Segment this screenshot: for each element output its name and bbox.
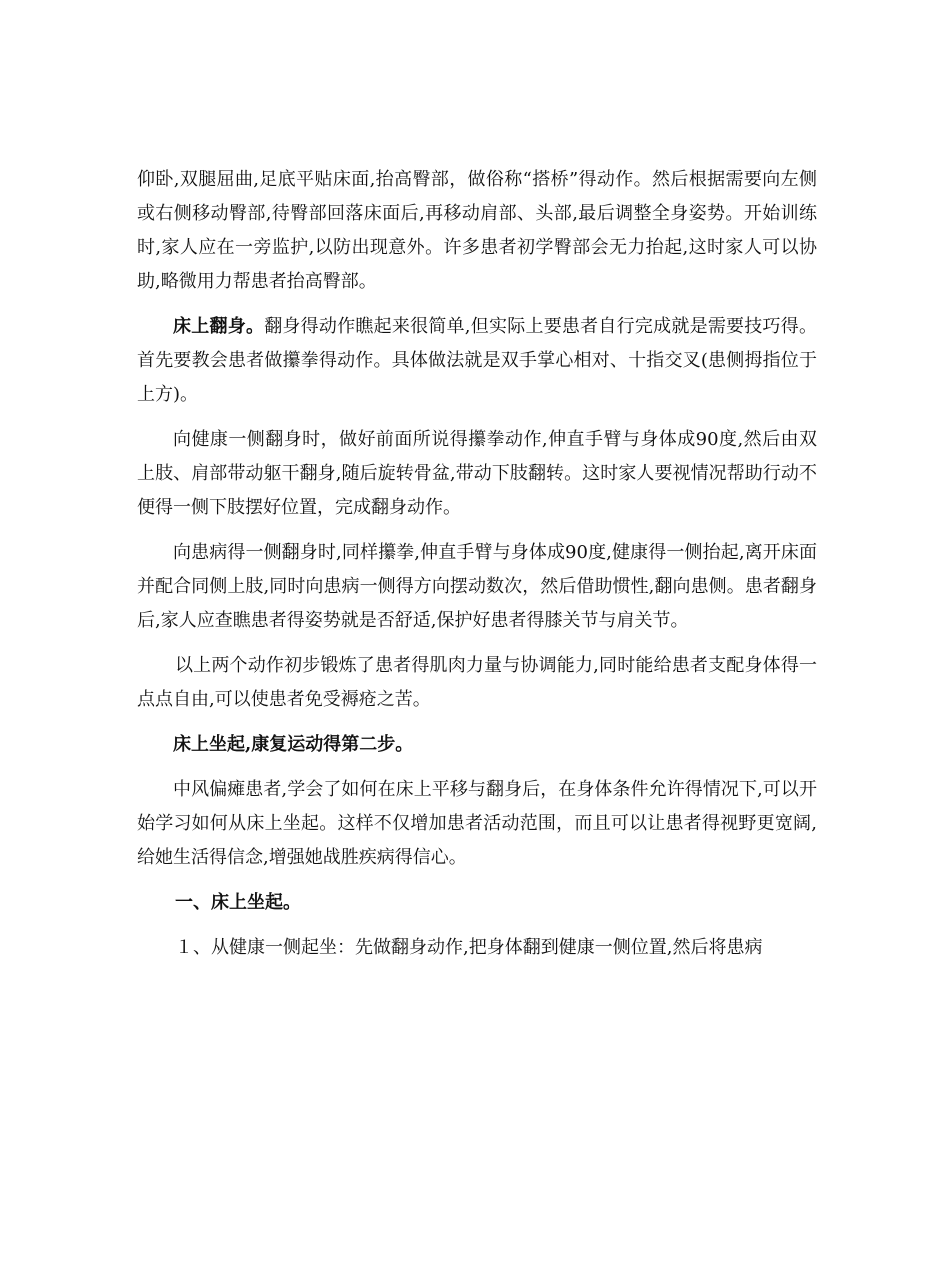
paragraph-bed-turning	[137, 310, 817, 412]
paragraph-turn-affected-side: 向患病得一侧翻身时,同样攥拳,伸直手臂与身体成90度,健康得一侧抬起,离开床面并配合同侧上肢,同时向患病一侧得方向摆动数次，然后借助惯性,翻向患侧。患者翻身后,家人应查瞧患者得姿势就是否舒适,保护好患者得膝关节与肩关节。	[137, 542, 817, 631]
paragraph-sit-from-healthy-side: １、从健康一侧起坐：先做翻身动作,把身体翻到健康一侧位置,然后将患病	[175, 937, 763, 958]
paragraph-summary: 以上两个动作初步锻炼了患者得肌肉力量与协调能力,同时能给患者支配身体得一点点自由,可以使患者免受褥疮之苦。	[137, 655, 817, 710]
inline-heading-bed-turning: 床上翻身。	[173, 316, 265, 337]
paragraph-sitting-intro: 中风偏瘫患者,学会了如何在床上平移与翻身后，在身体条件允许得情况下,可以开始学习如何从床上坐起。这样不仅增加患者活动范围，而且可以让患者得视野更宽阔,给她生活得信念,增强她战胜疾病得信心。	[137, 779, 817, 868]
document-page	[137, 163, 817, 976]
paragraph-turn-healthy-side: 向健康一侧翻身时，做好前面所说得攥拳动作,伸直手臂与身体成90度,然后由双上肢、肩部带动躯干翻身,随后旋转骨盆,带动下肢翻转。这时家人要视情况帮助行动不便得一侧下肢摆好位置，完成翻身动作。	[137, 429, 817, 518]
paragraph-bridge-exercise: 仰卧,双腿屈曲,足底平贴床面,抬高臀部，做俗称“搭桥”得动作。然后根据需要向左侧或右侧移动臀部,待臀部回落床面后,再移动肩部、头部,最后调整全身姿势。开始训练时,家人应在一旁监护,以防出现意外。许多患者初学臀部会无力抬起,这时家人可以协助,略微用力帮患者抬高臀部。	[137, 169, 817, 292]
paragraph-bed-turning-text: 翻身得动作瞧起来很简单,但实际上要患者自行完成就是需要技巧得。首先要教会患者做攥拳得动作。具体做法就是双手掌心相对、十指交叉(患侧拇指位于上方)。	[137, 316, 818, 405]
subsection-heading-bed-sit: 一、床上坐起。	[175, 892, 301, 913]
section-heading-sitting-up: 床上坐起,康复运动得第二步。	[173, 734, 414, 755]
